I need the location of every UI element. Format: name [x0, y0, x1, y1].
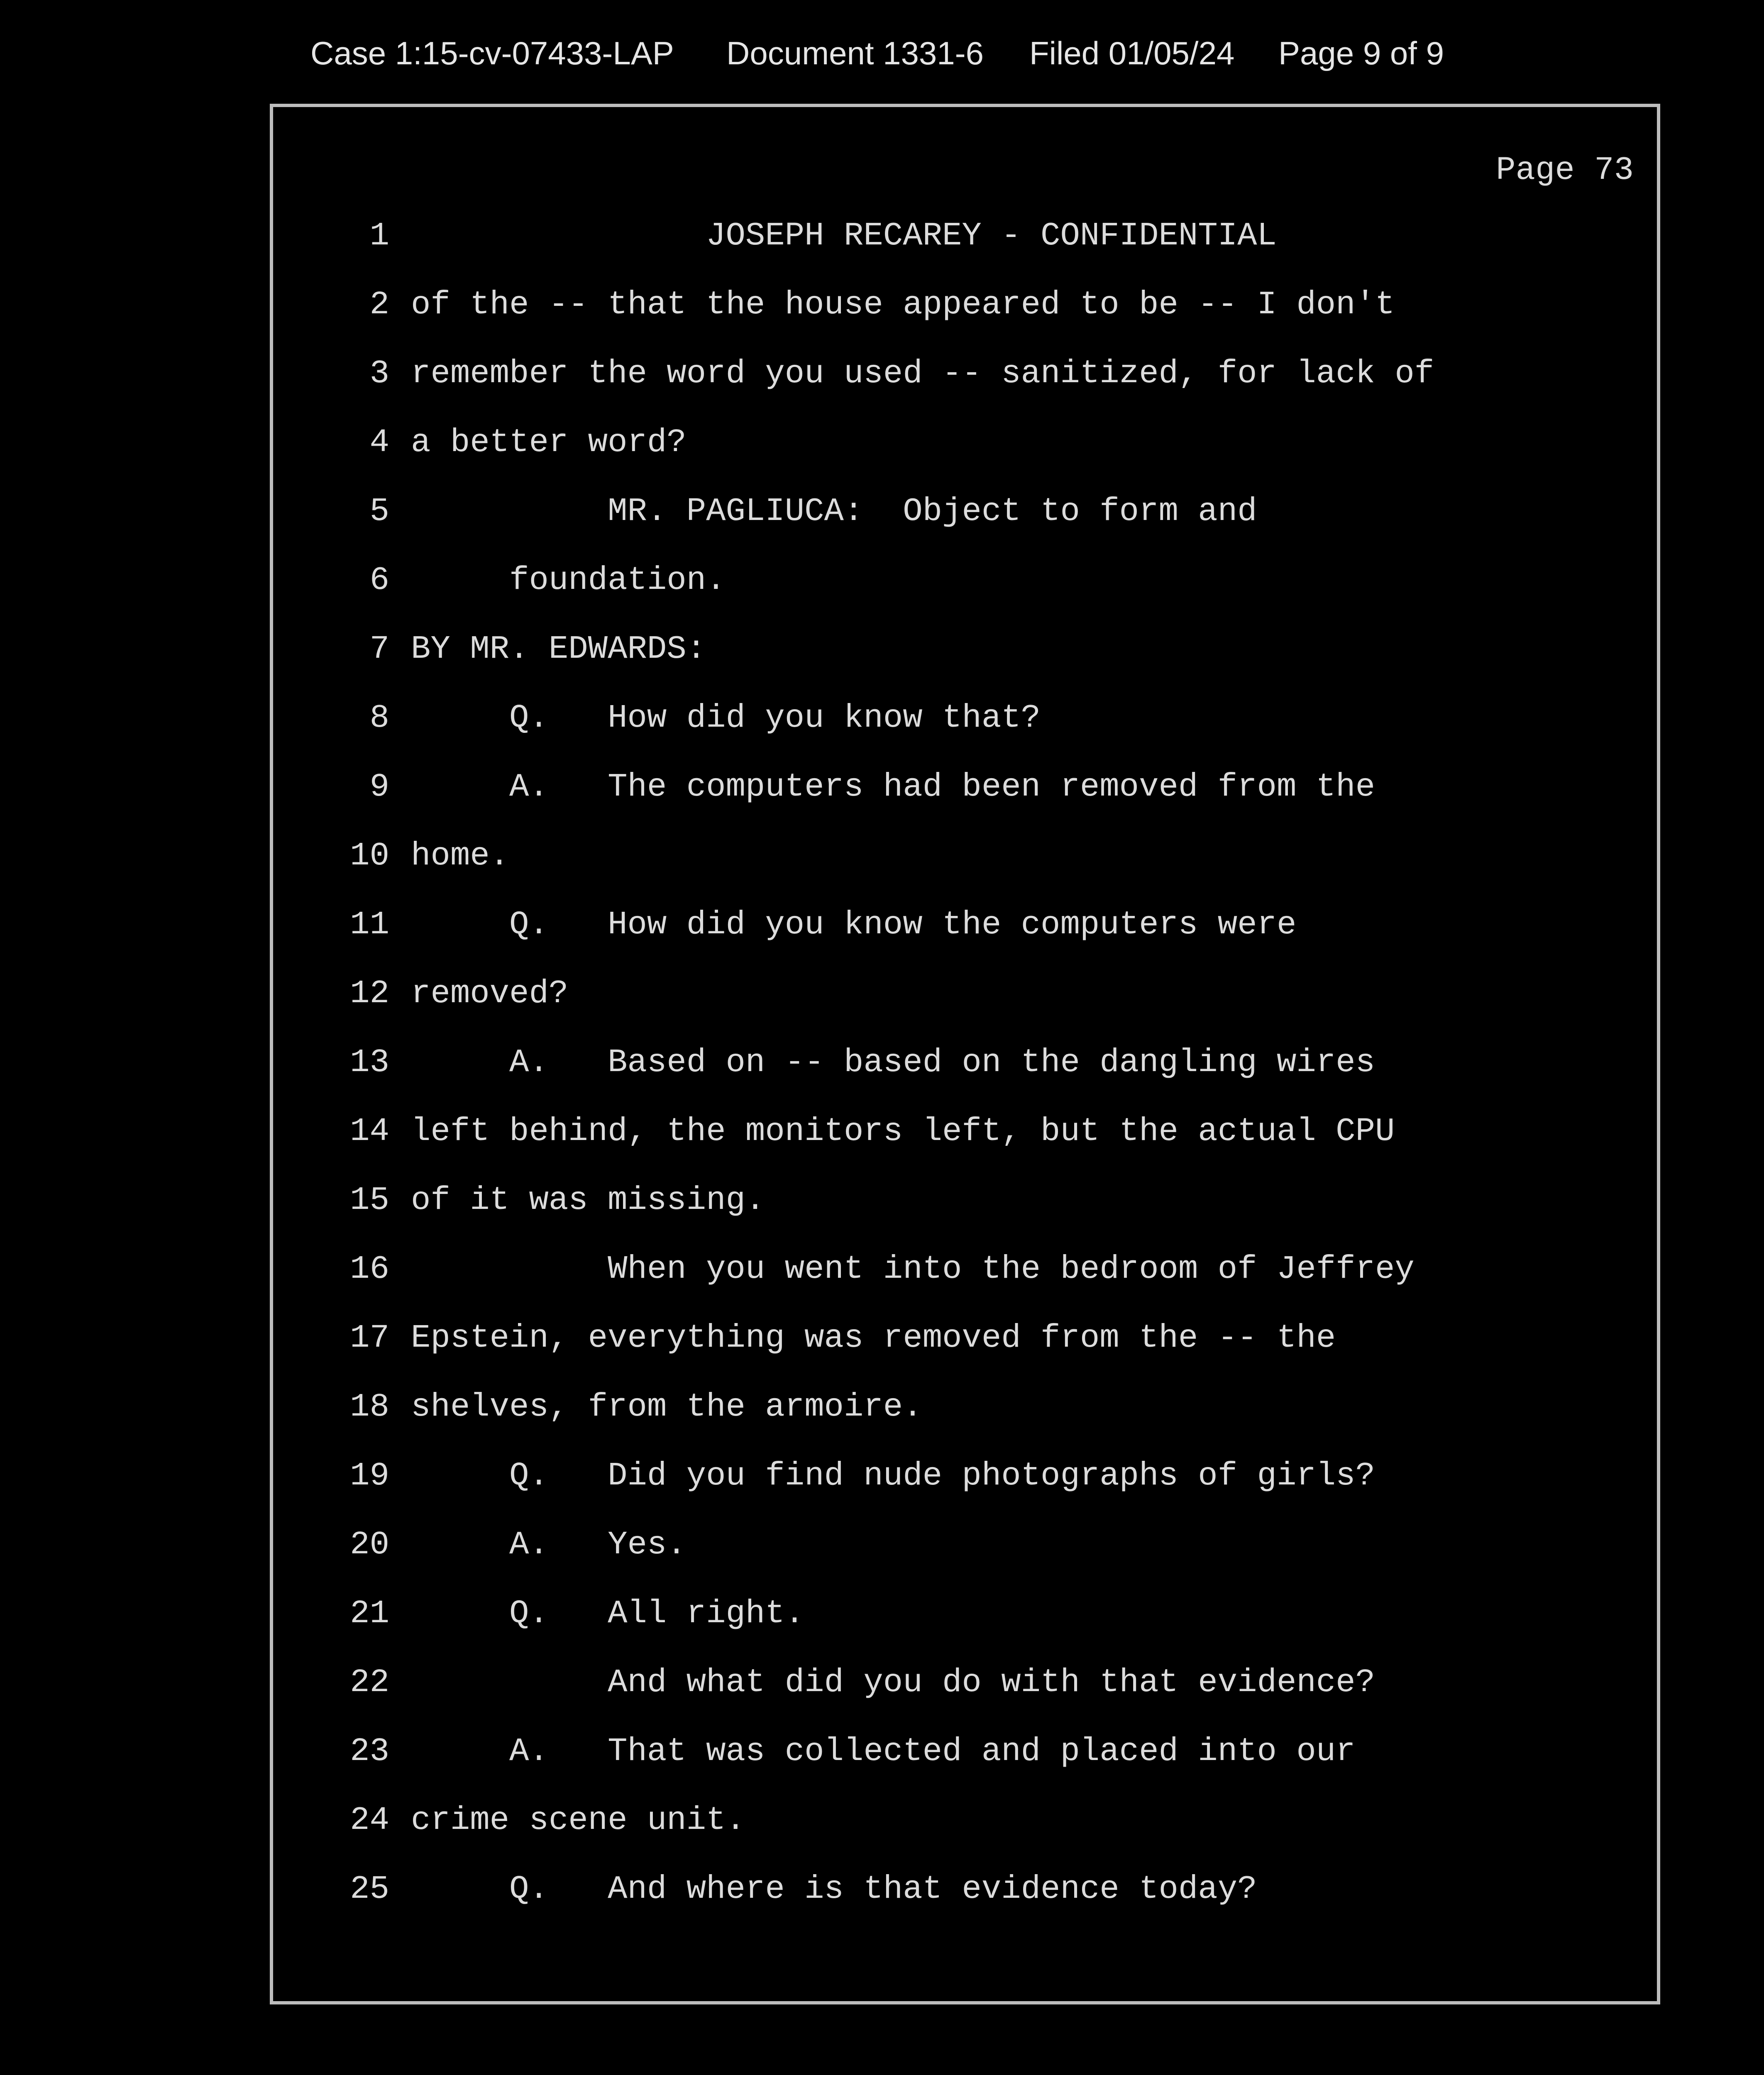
line-number: 18 — [350, 1388, 389, 1426]
line-text: of it was missing. — [411, 1182, 765, 1219]
line-text: left behind, the monitors left, but the actual CPU — [411, 1113, 1395, 1150]
line-number: 14 — [350, 1113, 389, 1150]
line-text: of the -- that the house appeared to be -- I don't — [411, 286, 1395, 323]
line-text: remember the word you used -- sanitized, for lack of — [411, 355, 1434, 392]
line-number: 25 — [350, 1870, 389, 1908]
line-text: Q. All right. — [411, 1595, 805, 1632]
line-text: JOSEPH RECAREY - CONFIDENTIAL — [411, 217, 1277, 254]
transcript-line — [273, 1038, 1664, 1106]
line-text: A. The computers had been removed from the — [411, 768, 1375, 806]
line-number: 6 — [369, 561, 389, 599]
transcript-line — [273, 1658, 1664, 1726]
transcript-line — [273, 1382, 1664, 1451]
line-number: 9 — [369, 768, 389, 806]
line-text: A. Based on -- based on the dangling wires — [411, 1044, 1375, 1081]
transcript-line — [273, 1106, 1664, 1175]
transcript-line — [273, 1313, 1664, 1382]
line-number: 17 — [350, 1319, 389, 1357]
transcript-line — [273, 1175, 1664, 1244]
line-text: removed? — [411, 975, 569, 1012]
transcript-line — [273, 1244, 1664, 1313]
line-text: a better word? — [411, 424, 687, 461]
line-text: Epstein, everything was removed from the -- the — [411, 1319, 1336, 1357]
line-number: 5 — [369, 493, 389, 530]
transcript-line — [273, 211, 1664, 280]
line-number: 16 — [350, 1250, 389, 1288]
transcript-line — [273, 1520, 1664, 1589]
line-number: 12 — [350, 975, 389, 1012]
line-number: 3 — [369, 355, 389, 392]
transcript-line — [273, 555, 1664, 624]
line-text: BY MR. EDWARDS: — [411, 630, 706, 668]
line-text: home. — [411, 837, 510, 874]
line-text: Q. And where is that evidence today? — [411, 1870, 1257, 1908]
case-number: Case 1:15-cv-07433-LAP — [310, 35, 674, 71]
transcript-line — [273, 762, 1664, 831]
line-number: 8 — [369, 699, 389, 737]
line-number: 1 — [369, 217, 389, 254]
transcript-line — [273, 349, 1664, 417]
transcript-line — [273, 417, 1664, 486]
page-of-pages: Page 9 of 9 — [1278, 35, 1444, 71]
transcript-line — [273, 1589, 1664, 1658]
line-text: Q. How did you know the computers were — [411, 906, 1297, 943]
line-number: 15 — [350, 1182, 389, 1219]
transcript-line — [273, 831, 1664, 900]
transcript-line — [273, 1451, 1664, 1520]
transcript-line — [273, 280, 1664, 349]
line-text: A. That was collected and placed into our — [411, 1733, 1356, 1770]
transcript-line — [273, 693, 1664, 762]
transcript-line — [273, 900, 1664, 969]
line-text: crime scene unit. — [411, 1802, 745, 1839]
transcript-line — [273, 486, 1664, 555]
line-number: 2 — [369, 286, 389, 323]
transcript-line — [273, 1726, 1664, 1795]
line-number: 22 — [350, 1664, 389, 1701]
line-number: 23 — [350, 1733, 389, 1770]
transcript-line — [273, 1864, 1664, 1933]
line-number: 21 — [350, 1595, 389, 1632]
line-number: 13 — [350, 1044, 389, 1081]
line-text: A. Yes. — [411, 1526, 687, 1563]
transcript-line — [273, 969, 1664, 1038]
line-number: 7 — [369, 630, 389, 668]
transcript-lines — [273, 211, 1664, 1933]
filed-date: Filed 01/05/24 — [1029, 35, 1235, 71]
line-number: 4 — [369, 424, 389, 461]
transcript-page-frame — [270, 104, 1660, 2004]
line-text: Q. How did you know that? — [411, 699, 1041, 737]
line-text: Q. Did you find nude photographs of girls? — [411, 1457, 1375, 1494]
document-number: Document 1331-6 — [726, 35, 984, 71]
case-header — [0, 28, 1764, 78]
line-number: 19 — [350, 1457, 389, 1494]
line-number: 11 — [350, 906, 389, 943]
line-text: And what did you do with that evidence? — [411, 1664, 1375, 1701]
transcript-line — [273, 624, 1664, 693]
transcript-line — [273, 1795, 1664, 1864]
transcript-page-number: Page 73 — [1496, 151, 1634, 189]
line-text: shelves, from the armoire. — [411, 1388, 923, 1426]
line-number: 24 — [350, 1802, 389, 1839]
line-text: When you went into the bedroom of Jeffrey — [411, 1250, 1415, 1288]
line-number: 10 — [350, 837, 389, 874]
line-text: foundation. — [411, 561, 726, 599]
line-text: MR. PAGLIUCA: Object to form and — [411, 493, 1257, 530]
line-number: 20 — [350, 1526, 389, 1563]
